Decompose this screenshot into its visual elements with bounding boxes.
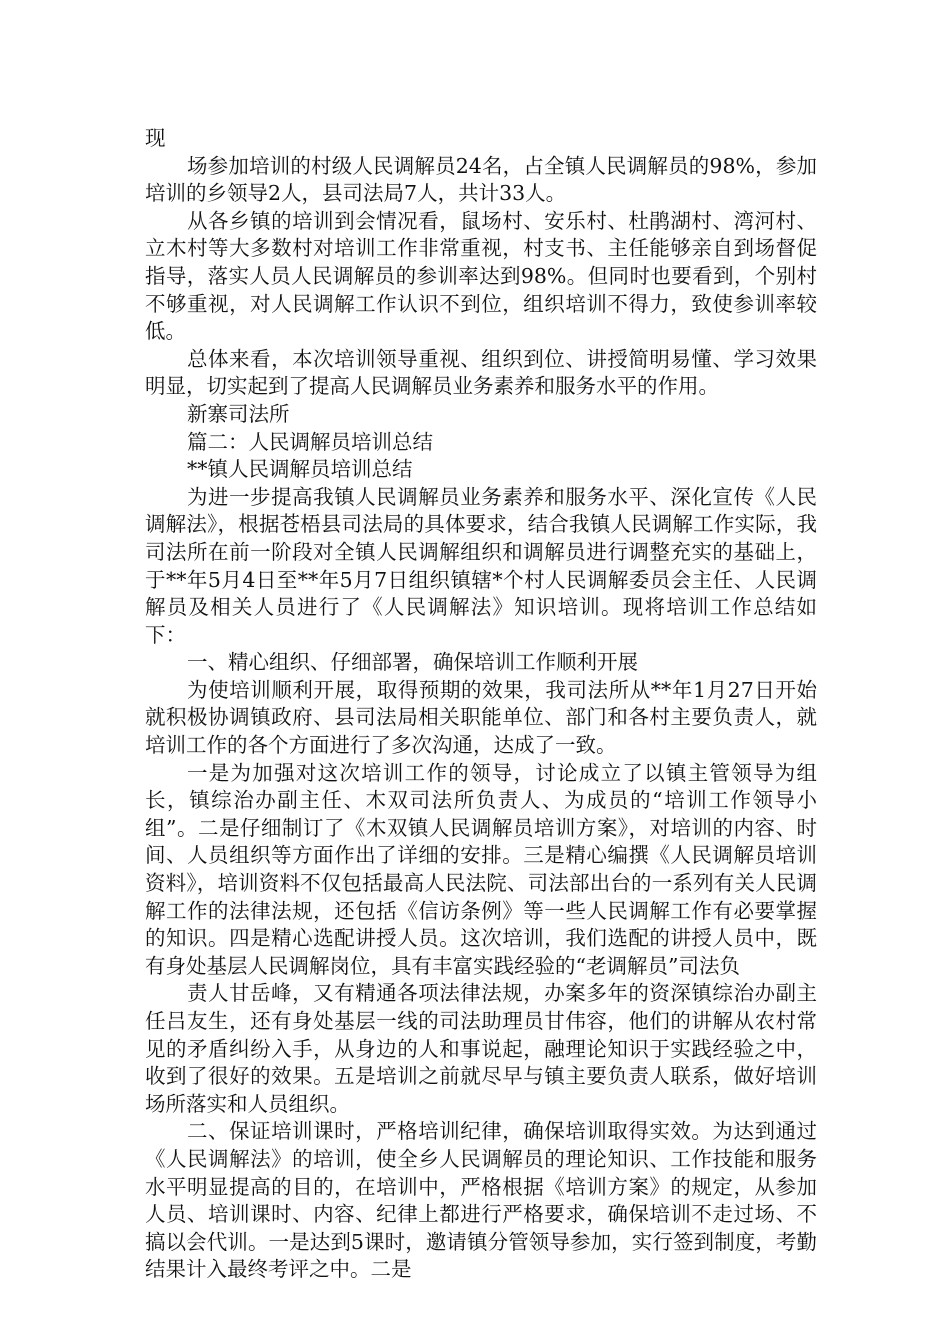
paragraph-fragment-top: 现 <box>145 126 166 150</box>
document-body <box>145 125 817 1284</box>
paragraph-township-attendance: 从各乡镇的培训到会情况看，鼠场村、安乐村、杜鹃湖村、湾河村、立木村等大多数村对培训工作非常重视，村支书、主任能够亲自到场督促指导，落实人员人民调解员的参训率达到98%。但同时也要看到，个别村不够重视，对人民调解工作认识不到位，组织培训不得力，致使参训率较低。 <box>145 208 817 344</box>
document-title: **镇人民调解员培训总结 <box>187 457 413 482</box>
heading-section-one: 一、精心组织、仔细部署，确保培训工作顺利开展 <box>187 650 638 675</box>
paragraph-overall: 总体来看，本次培训领导重视、组织到位、讲授简明易懂、学习效果明显，切实起到了提高人民调解员业务素养和服务水平的作用。 <box>145 346 817 399</box>
paragraph-section-two: 二、保证培训课时，严格培训纪律，确保培训取得实效。为达到通过《人民调解法》的培训，使全乡人民调解员的理论知识、工作技能和服务水平明显提高的目的，在培训中，严格根据《培训方案》的规定，从参加人员、培训课时、内容、纪律上都进行严格要求，确保培训不走过场、不搞以会代训。一是达到5课时，邀请镇分管领导参加，实行签到制度，考勤结果计入最终考评之中。二是 <box>145 1119 817 1282</box>
signature-office: 新寨司法所 <box>187 401 290 426</box>
paragraph-lecturers: 责人甘岳峰，又有精通各项法律法规，办案多年的资深镇综治办副主任吕友生，还有身处基层一线的司法助理员甘伟容，他们的讲解从农村常见的矛盾纠纷入手，从身边的人和事说起，融理论知识于实践经验之中，收到了很好的效果。五是培训之前就尽早与镇主要负责人联系，做好培训场所落实和人员组织。 <box>145 981 817 1116</box>
section-heading-part-two: 篇二：人民调解员培训总结 <box>187 429 433 454</box>
paragraph-intro: 为进一步提高我镇人民调解员业务素养和服务水平、深化宣传《人民调解法》，根据苍梧县司法局的具体要求，结合我镇人民调解工作实际，我司法所在前一阶段对全镇人民调解组织和调解员进行调整充实的基础上，于**年5月4日至**年5月7日组织镇辖*个村人民调解委员会主任、人民调解员及相关人员进行了《人民调解法》知识培训。现将培训工作总结如下： <box>145 484 817 647</box>
paragraph-measures: 一是为加强对这次培训工作的领导，讨论成立了以镇主管领导为组长，镇综治办副主任、木双司法所负责人、为成员的“培训工作领导小组”。二是仔细制订了《木双镇人民调解员培训方案》，对培训的内容、时间、人员组织等方面作出了详细的安排。三是精心编撰《人民调解员培训资料》，培训资料不仅包括最高人民法院、司法部出台的一系列有关人民调解工作的法律法规，还包括《信访条例》等一些人民调解工作有必要掌握的知识。四是精心选配讲授人员。这次培训，我们选配的讲授人员中，既有身处基层人民调解岗位，具有丰富实践经验的“老调解员”司法负 <box>145 760 817 978</box>
paragraph-attendance: 场参加培训的村级人民调解员24名，占全镇人民调解员的98%，参加培训的乡领导2人，县司法局7人，共计33人。 <box>145 153 817 206</box>
paragraph-coordination: 为使培训顺利开展，取得预期的效果，我司法所从**年1月27日开始就积极协调镇政府、县司法局相关职能单位、部门和各村主要负责人，就培训工作的各个方面进行了多次沟通，达成了一致。 <box>145 677 817 758</box>
